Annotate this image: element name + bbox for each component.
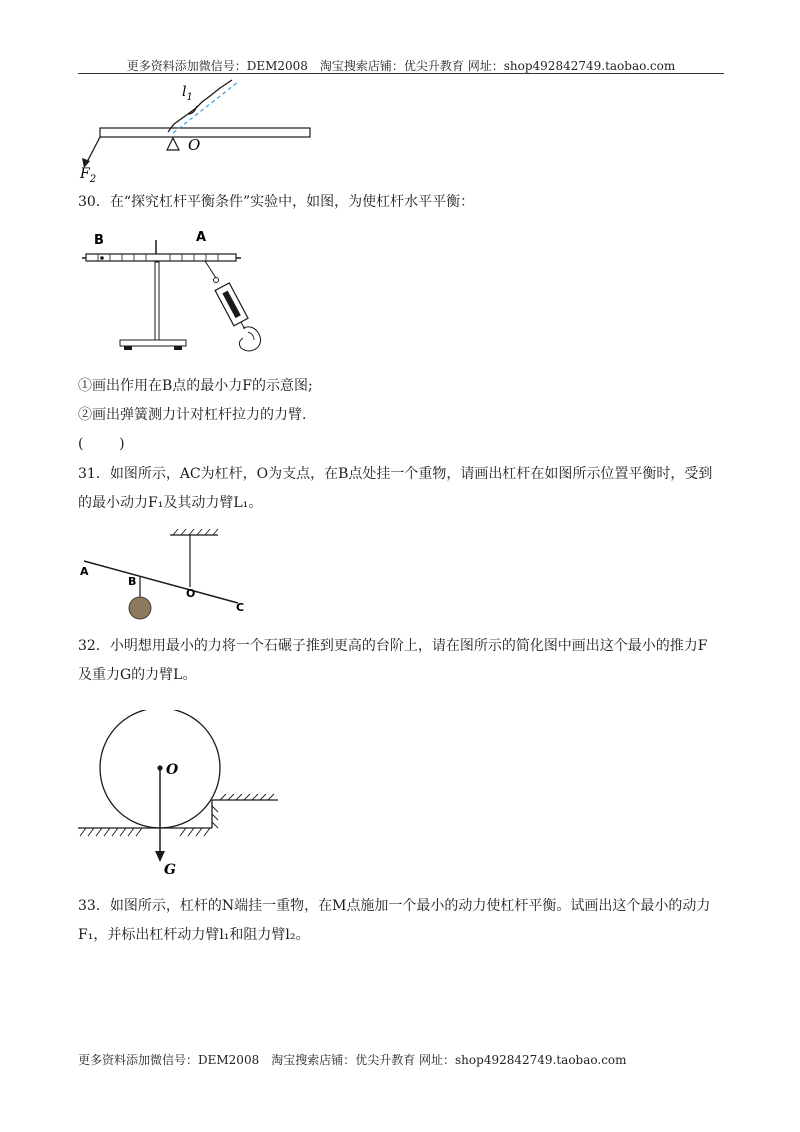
q33-line2: F₁，并标出杠杆动力臂l₁和阻力臂l₂。 [78,927,310,943]
header-rule [78,73,724,74]
question-33 [78,892,724,950]
q30-sub2: ②画出弹簧测力计对杠杆拉力的力臂. [78,407,307,423]
point-c-label: C [236,601,245,614]
question-32 [78,632,724,690]
figure-q32-roller-step [74,710,294,885]
figure-q29-lever [60,78,330,183]
q30-answer-blank: ( ) [78,436,125,452]
center-o-label: O [166,762,179,778]
q32-line1: 32．小明想用最小的力将一个石碾子推到更高的台阶上，请在图所示的简化图中画出这个最小的推力F [78,638,708,654]
figure-q30-lever-experiment [78,222,278,362]
q30-stem: 30．在“探究杠杆平衡条件”实验中，如图，为使杠杆水平平衡： [78,194,475,210]
f2-label: $F_2$ [80,166,97,183]
page-header: 更多资料添加微信号：DEM2008 淘宝搜索店铺：优尖升教育 网址：shop492842749.taobao.com [126,59,676,73]
question-30 [78,188,724,217]
page-footer: 更多资料添加微信号：DEM2008 淘宝搜索店铺：优尖升教育 网址：shop492842749.taobao.com [78,1053,627,1067]
q30-sub1: ①画出作用在B点的最小力F的示意图; [78,378,313,394]
point-b-label: B [94,233,104,248]
question-31 [78,460,724,518]
q31-line2: 的最小动力F₁及其动力臂L₁。 [78,495,263,511]
point-a-label: A [196,230,207,245]
l1-label: $l_1$ [182,84,193,103]
gravity-g-label: G [164,862,176,878]
point-b-label: B [128,575,137,588]
figure-q31-lever [78,525,258,625]
question-30-tasks [78,372,724,459]
pivot-o-label: O [186,587,196,600]
q32-line2: 及重力G的力臂L。 [78,667,197,683]
q33-line1: 33．如图所示，杠杆的N端挂一重物，在M点施加一个最小的动力使杠杆平衡。试画出这个最小的动力 [78,898,711,914]
q31-line1: 31．如图所示，AC为杠杆，O为支点，在B点处挂一个重物，请画出杠杆在如图所示位置平衡时，受到 [78,466,713,482]
pivot-o-label: O [188,136,201,154]
point-a-label: A [80,565,89,578]
